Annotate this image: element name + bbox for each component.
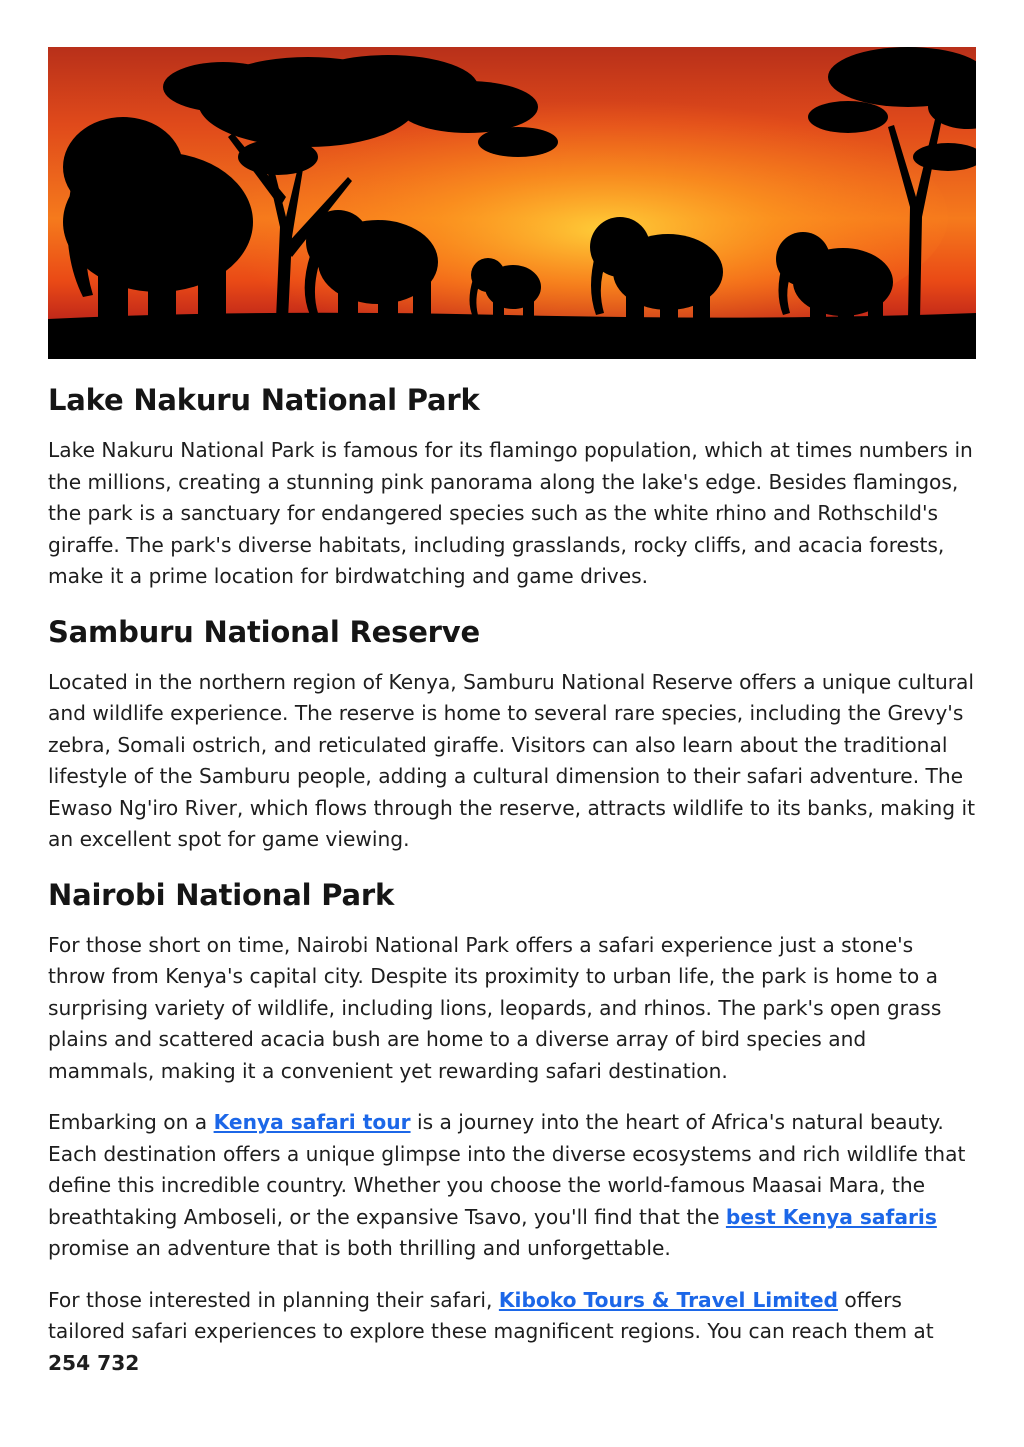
section-body: For those short on time, Nairobi National Park offers a safari experience just a stone's throw from Kenya's capital city. Despite its proximity to urban life, the park is home to a surprising variety of wildlife, including lions, leopards, and rhinos. The park's open grass plains and scattered acacia bush are home to a diverse array of bird species and mammals, making it a convenient yet rewarding safari destination. — [48, 932, 942, 1083]
text-run: is a journey into the heart of Africa's natural beauty. Each destination offers a unique glimpse into the diverse ecosystems and rich wildlife that define this incredible country. Whether you choose the world-famous Maasai Mara, the breathtaking Amboseli, or the expansive Tsavo, you'll find that the — [48, 1110, 966, 1229]
section-heading: Nairobi National Park — [48, 877, 395, 912]
phone-number: 254 732 — [48, 1350, 140, 1375]
document-page — [48, 47, 976, 1379]
text-run: offers tailored safari experiences to explore these magnificent regions. You can reach them at — [48, 1287, 934, 1343]
text-run: Embarking on a — [48, 1110, 214, 1134]
section-heading: Lake Nakuru National Park — [48, 383, 480, 417]
hero-image-elephants-sunset — [48, 47, 976, 359]
closing-paragraph-2 — [48, 1285, 976, 1380]
section-heading: Samburu National Reserve — [48, 614, 480, 649]
section-body: Located in the northern region of Kenya, Samburu National Reserve offers a unique cultural and wildlife experience. The reserve is home to several rare species, including the Grevy's zebra, Somali ostrich, and reticulated giraffe. Visitors can also learn about the traditional lifestyle of the Samburu people, adding a cultural dimension to their safari adventure. The Ewaso Ng'iro River, which flows through the reserve, attracts wildlife to its banks, making it an excellent spot for game viewing. — [48, 669, 976, 851]
closing-paragraph-1 — [48, 1107, 976, 1265]
section-body: Lake Nakuru National Park is famous for its flamingo population, which at times numbers in the millions, creating a stunning pink panorama along the lake's edge. Besides flamingos, the park is a sanctuary for endangered species such as the white rhino and Rothschild's giraffe. The park's diverse habitats, including grasslands, rocky cliffs, and acacia forests, make it a prime location for birdwatching and game drives. — [48, 438, 973, 588]
text-run: For those interested in planning their safari, — [48, 1287, 499, 1312]
kiboko-tours-link[interactable]: Kiboko Tours & Travel Limited — [498, 1287, 838, 1312]
text-run: promise an adventure that is both thrilling and unforgettable. — [48, 1236, 671, 1260]
best-kenya-safaris-link[interactable]: best Kenya safaris — [725, 1204, 937, 1229]
kenya-safari-tour-link[interactable]: Kenya safari tour — [213, 1110, 411, 1134]
